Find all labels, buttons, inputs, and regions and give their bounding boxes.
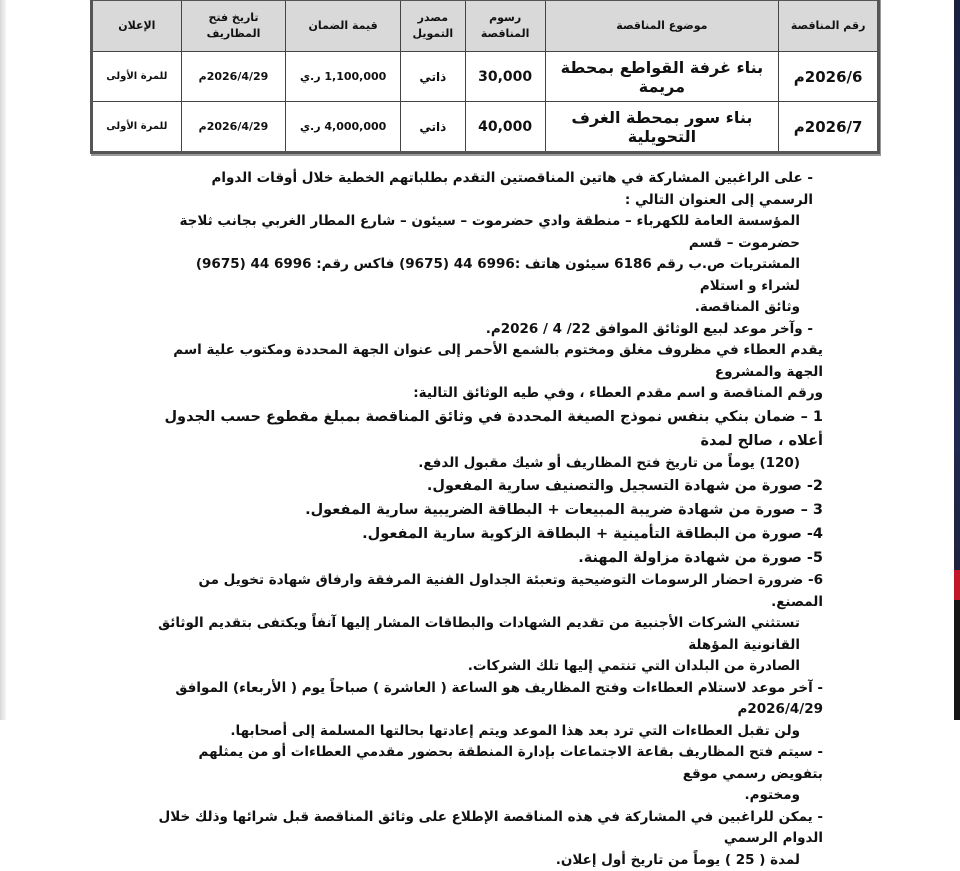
opening-line-2: ومختوم.	[155, 785, 875, 807]
tenders-table	[90, 0, 880, 154]
cell-opening-date: 2026/4/29م	[181, 102, 286, 153]
page-right-edge	[954, 0, 960, 720]
review-line-2: لمدة ( 25 ) يوماً من تاريخ أول إعلان.	[155, 850, 875, 871]
cell-guarantee: 4,000,000 ر.ي	[286, 102, 401, 153]
cell-subject: بناء سور بمحطة الغرف التحويلية	[545, 102, 779, 153]
table-header-row	[92, 0, 879, 52]
requirement-4: 4- صورة من البطاقة التأمينية + البطاقة الزكوية سارية المفعول.	[155, 522, 875, 546]
requirement-2: 2- صورة من شهادة التسجيل والتصنيف سارية المفعول.	[155, 474, 875, 498]
requirement-6: 6- ضرورة احضار الرسومات التوضيحية وتعبئة الجداول الفنية المرفقة وارفاق شهادة تخويل من المصنع.	[155, 570, 875, 613]
cell-funding: ذاتي	[400, 102, 465, 153]
cell-fee: 40,000	[465, 102, 545, 153]
requirement-1-line-2: (120) يوماً من تاريخ فتح المظاريف أو شيك مقبول الدفع.	[155, 453, 875, 475]
application-line-2: المؤسسة العامة للكهرباء – منطقة وادي حضرموت – سيئون – شارع المطار الغربي بجانب ثلاجة حضرموت – قسم	[155, 211, 875, 254]
header-opening-line1: تاريخ فتح	[182, 10, 286, 26]
header-opening-date	[181, 0, 286, 52]
edge-red-mark	[954, 570, 960, 600]
header-tender-number: رقم المناقصة	[779, 0, 879, 52]
header-guarantee: قيمة الضمان	[286, 0, 401, 52]
cell-tender-number: 2026/7م	[779, 102, 879, 153]
bid-submission-line-1: يقدم العطاء في مظروف مغلق ومختوم بالشمع الأحمر إلى عنوان الجهة المحددة ومكتوب علية اسم الجهة والمشروع	[155, 340, 875, 383]
foreign-companies-line-2: الصادرة من البلدان التي تنتمي إليها تلك الشركات.	[155, 656, 875, 678]
requirement-1-line-1: 1 – ضمان بنكي بنفس نموذج الصيغة المحددة في وثائق المناقصة بمبلغ مقطوع حسب الجدول أعلاه ، صالح لمدة	[155, 405, 875, 453]
header-funding	[400, 0, 465, 52]
foreign-companies-line-1: تستثني الشركات الأجنبية من تقديم الشهادات والبطاقات المشار إليها آنفاً ويكتفى بتقديم الوثائق القانونية المؤهلة	[155, 613, 875, 656]
header-fee	[465, 0, 545, 52]
header-opening-line2: المظاريف	[182, 26, 286, 42]
cell-guarantee: 1,100,000 ر.ي	[286, 52, 401, 102]
header-subject: موضوع المناقصة	[545, 0, 779, 52]
cell-subject: بناء غرفة القواطع بمحطة مريمة	[545, 52, 779, 102]
application-line-3: المشتريات ص.ب رقم 6186 سيئون هاتف :6996 44 (9675) فاكس رقم: 6996 44 (9675) لشراء و استلام	[155, 254, 875, 297]
cell-fee: 30,000	[465, 52, 545, 102]
header-funding-line2: التمويل	[401, 26, 465, 42]
application-line-4: وثائق المناقصة.	[155, 297, 875, 319]
cell-tender-number: 2026/6م	[779, 52, 879, 102]
doc-sale-deadline: - وآخر موعد لبيع الوثائق الموافق 22/ 4 / 2026م.	[155, 319, 875, 341]
header-funding-line1: مصدر	[401, 10, 465, 26]
table-row	[92, 52, 879, 102]
cell-announcement: للمرة الأولى	[92, 102, 182, 153]
opening-line-1: - سيتم فتح المظاريف بقاعة الاجتماعات بإدارة المنطقة بحضور مقدمي العطاءات أو من يمثلهم بتفويض رسمي موقع	[155, 742, 875, 785]
edge-dark-mark	[954, 600, 960, 720]
application-line-1: - على الراغبين المشاركة في هاتين المناقصتين التقدم بطلباتهم الخطية خلال أوقات الدوام الرسمي إلى العنوان التالي :	[155, 168, 875, 211]
tender-conditions	[155, 168, 875, 871]
bid-submission-line-2: ورقم المناقصة و اسم مقدم العطاء ، وفي طيه الوثائق التالية:	[155, 383, 875, 405]
requirement-5: 5- صورة من شهادة مزاولة المهنة.	[155, 546, 875, 570]
header-fee-line1: رسوم	[466, 10, 545, 26]
cell-announcement: للمرة الأولى	[92, 52, 182, 102]
table-row	[92, 102, 879, 153]
header-fee-line2: المناقصة	[466, 26, 545, 42]
requirement-3: 3 – صورة من شهادة ضريبة المبيعات + البطاقة الضريبية سارية المفعول.	[155, 498, 875, 522]
cell-opening-date: 2026/4/29م	[181, 52, 286, 102]
cell-funding: ذاتي	[400, 52, 465, 102]
page-left-shadow	[0, 0, 6, 720]
deadline-line-2: ولن تقبل العطاءات التي ترد بعد هذا الموعد ويتم إعادتها بحالتها المسلمة إلى أصحابها.	[155, 721, 875, 743]
review-line-1: - يمكن للراغبين في المشاركة في هذه المناقصة الإطلاع على وثائق المناقصة قبل شرائها وذلك خلال الدوام الرسمي	[155, 807, 875, 850]
header-announcement: الإعلان	[92, 0, 182, 52]
deadline-line-1: - آخر موعد لاستلام العطاءات وفتح المظاريف هو الساعة ( العاشرة ) صباحاً يوم ( الأربعاء) الموافق 2026/4/29م	[155, 678, 875, 721]
